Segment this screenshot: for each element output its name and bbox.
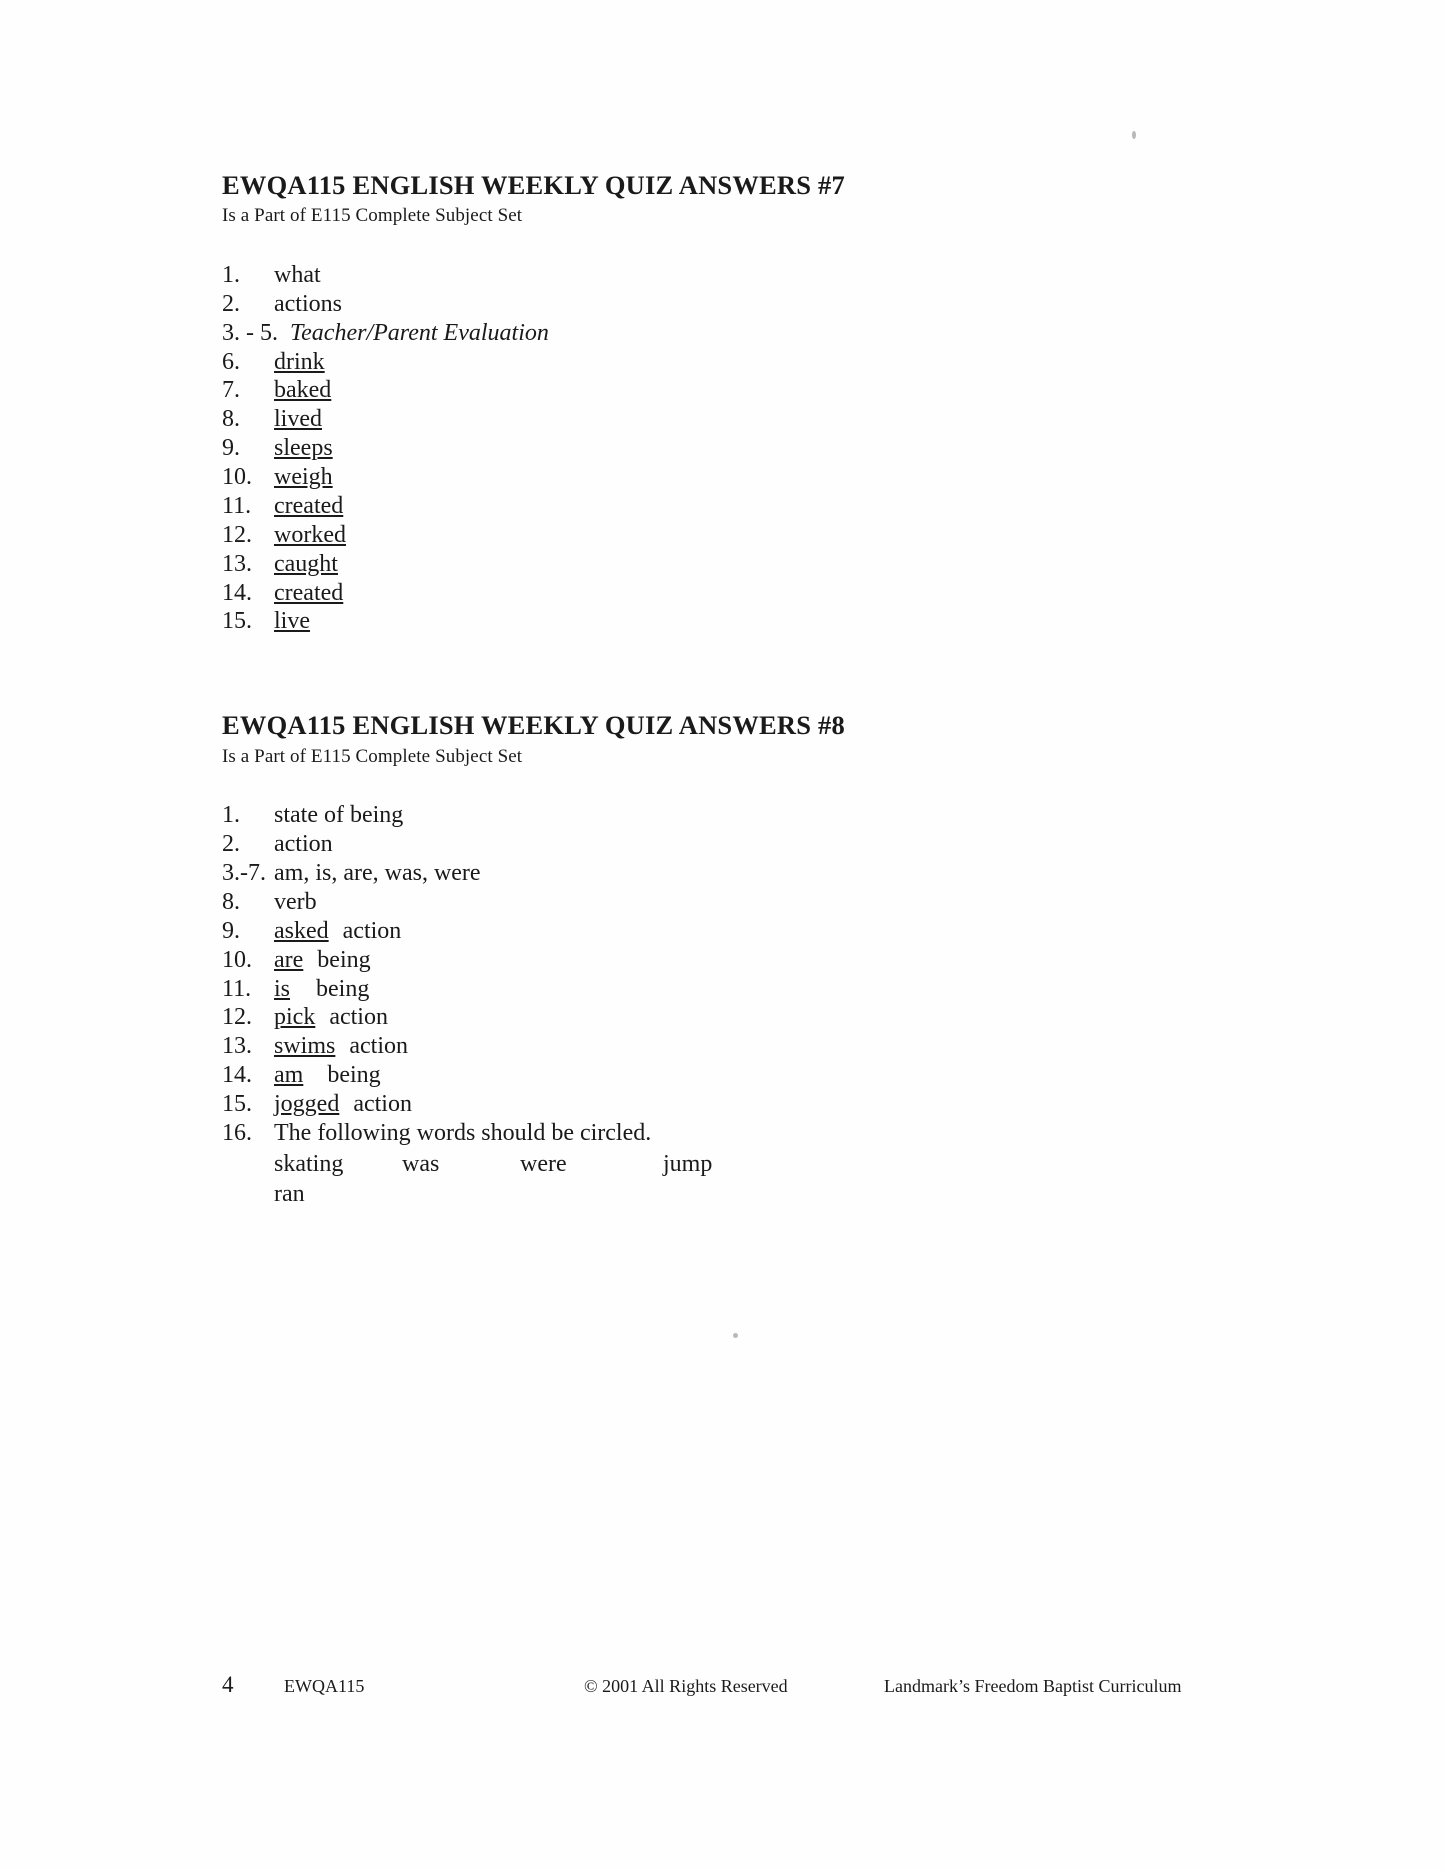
- answer-list: [222, 262, 1222, 635]
- answer-value: created: [274, 579, 344, 606]
- answer-value: drink: [274, 348, 325, 375]
- answer-number: 8.: [222, 888, 240, 915]
- answer-number: 8.: [222, 406, 240, 433]
- answer-row: [222, 493, 1222, 520]
- answer-tag: action: [329, 1004, 388, 1031]
- answer-row: [222, 406, 1222, 433]
- section-subtitle: Is a Part of E115 Complete Subject Set: [222, 205, 523, 227]
- answer-value: action: [274, 831, 333, 858]
- answer-number: 12.: [222, 521, 252, 548]
- answer-value: am: [274, 1062, 304, 1089]
- answer-number: 11.: [222, 975, 252, 1002]
- circled-word: was: [402, 1150, 440, 1177]
- answer-row: [222, 1004, 1222, 1031]
- answer-number: 12.: [222, 1004, 252, 1031]
- answer-row: [222, 918, 1222, 945]
- answer-row: [222, 464, 1222, 491]
- answer-value: live: [274, 608, 310, 635]
- circled-word: jump: [663, 1150, 713, 1177]
- answer-row: [222, 608, 1222, 635]
- answer-value: The following words should be circled.: [274, 1119, 652, 1146]
- scan-speckle: [1132, 131, 1136, 139]
- answer-value: created: [274, 492, 344, 519]
- answer-number: 3.-7.: [222, 860, 266, 887]
- answer-value: weigh: [274, 464, 333, 491]
- answer-number: 15.: [222, 608, 252, 635]
- answer-number: 11.: [222, 492, 252, 519]
- circled-word: were: [520, 1150, 567, 1177]
- answer-row: [222, 377, 1222, 404]
- answer-value: swims: [274, 1033, 336, 1060]
- answer-value: caught: [274, 550, 338, 577]
- answer-row: [222, 1033, 1222, 1060]
- answer-tag: action: [353, 1091, 412, 1118]
- answer-value: actions: [274, 290, 342, 317]
- answer-row: [222, 320, 1222, 347]
- answer-value: what: [274, 261, 321, 288]
- answer-tag: being: [327, 1062, 381, 1089]
- answer-value: jogged: [274, 1091, 340, 1118]
- answer-tag: being: [316, 975, 370, 1002]
- answer-number: 1.: [222, 802, 240, 829]
- answer-number: 7.: [222, 377, 240, 404]
- answer-row: [222, 802, 1222, 829]
- answer-row: [222, 947, 1222, 974]
- answer-value: pick: [274, 1004, 316, 1031]
- answer-row: [222, 349, 1222, 376]
- answer-value: are: [274, 946, 304, 973]
- answer-value: is: [274, 975, 291, 1002]
- answer-number: 2.: [222, 290, 240, 317]
- answer-value: Teacher/Parent Evaluation: [290, 319, 549, 346]
- footer-code: EWQA115: [284, 1676, 365, 1696]
- answer-row: [222, 435, 1222, 462]
- scan-speckle: [733, 1333, 738, 1338]
- answer-value: worked: [274, 521, 346, 548]
- answer-number: 10.: [222, 464, 252, 491]
- footer-copyright: © 2001 All Rights Reserved: [584, 1676, 788, 1696]
- circled-words-row: [274, 1151, 1222, 1178]
- answer-row: [222, 291, 1222, 318]
- answer-row: [222, 889, 1222, 916]
- answer-value: am, is, are, was, were: [274, 860, 481, 887]
- answer-row: [222, 522, 1222, 549]
- answer-number: 13.: [222, 550, 252, 577]
- answer-value: asked: [274, 917, 329, 944]
- answer-number: 3. - 5.: [222, 319, 278, 346]
- answer-tag: action: [349, 1033, 408, 1060]
- answer-row: [222, 1091, 1222, 1118]
- answer-number: 16.: [222, 1119, 252, 1146]
- quiz-section-8: [222, 710, 1222, 1207]
- circled-word: skating: [274, 1150, 344, 1177]
- answer-value: sleeps: [274, 435, 333, 462]
- answer-value: baked: [274, 377, 332, 404]
- answer-number: 14.: [222, 579, 252, 606]
- answer-row: [222, 860, 1222, 887]
- answer-number: 15.: [222, 1091, 252, 1118]
- answer-row: [222, 1062, 1222, 1089]
- section-subtitle: Is a Part of E115 Complete Subject Set: [222, 745, 523, 767]
- answer-row: [222, 580, 1222, 607]
- answer-tag: action: [342, 917, 402, 944]
- answer-row: [222, 831, 1222, 858]
- answer-number: 14.: [222, 1062, 252, 1089]
- section-title: EWQA115 ENGLISH WEEKLY QUIZ ANSWERS #8: [222, 710, 845, 741]
- answer-row: [222, 262, 1222, 289]
- page-footer: [222, 1672, 1222, 1698]
- answer-number: 9.: [222, 435, 240, 462]
- answer-value: state of being: [274, 802, 404, 829]
- answer-value: lived: [274, 406, 322, 433]
- answer-number: 1.: [222, 261, 240, 288]
- quiz-section-7: [222, 170, 1222, 635]
- answer-number: 6.: [222, 348, 240, 375]
- answer-value: verb: [274, 888, 317, 915]
- document-body: [222, 170, 1222, 1208]
- answer-row: [222, 976, 1222, 1003]
- footer-page-number: 4: [222, 1672, 234, 1697]
- answer-number: 2.: [222, 831, 240, 858]
- footer-publisher: Landmark’s Freedom Baptist Curriculum: [884, 1676, 1182, 1696]
- answer-number: 13.: [222, 1033, 252, 1060]
- section-title: EWQA115 ENGLISH WEEKLY QUIZ ANSWERS #7: [222, 170, 845, 200]
- answer-row: [222, 551, 1222, 578]
- answer-tag: being: [317, 946, 371, 973]
- circled-word: ran: [274, 1180, 305, 1207]
- answer-list: [222, 802, 1222, 1207]
- answer-number: 9.: [222, 917, 240, 944]
- answer-number: 10.: [222, 946, 252, 973]
- answer-row: [222, 1120, 1222, 1147]
